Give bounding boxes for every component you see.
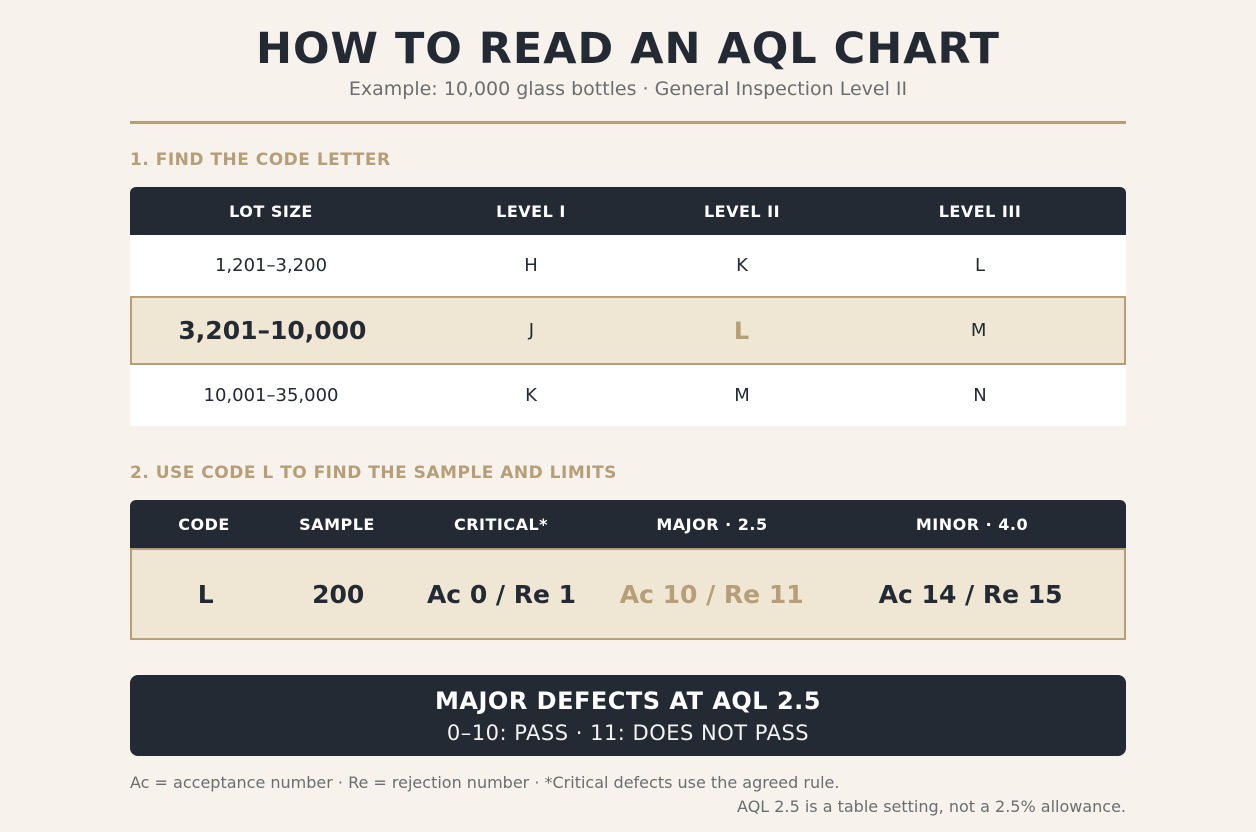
- code-letter-table-header: [130, 187, 1126, 235]
- level-3-cell: M: [970, 320, 987, 341]
- section-2-label: 2. USE CODE L TO FIND THE SAMPLE AND LIMITS: [130, 463, 617, 483]
- footnote-line-1: Ac = acceptance number · Re = rejection number · *Critical defects use the agreed rule.: [130, 773, 840, 792]
- header-lot-size: LOT SIZE: [229, 201, 313, 221]
- header-code: CODE: [178, 514, 230, 534]
- level-3-cell: L: [974, 255, 986, 276]
- sample-limits-table-header: [130, 500, 1126, 548]
- level-2-cell-selected: L: [733, 316, 750, 345]
- level-3-cell: N: [973, 385, 987, 406]
- level-1-cell: J: [528, 320, 535, 341]
- major-cell: Ac 10 / Re 11: [619, 579, 804, 609]
- code-cell: L: [197, 579, 214, 609]
- section-1-label: 1. FIND THE CODE LETTER: [130, 150, 391, 170]
- banner-text: 0–10: PASS · 11: DOES NOT PASS: [446, 721, 810, 745]
- header-major: MAJOR · 2.5: [656, 514, 768, 534]
- level-1-cell: K: [525, 385, 537, 406]
- table-row-highlighted: [130, 296, 1126, 365]
- header-level-3: LEVEL III: [938, 201, 1022, 221]
- table-row: [130, 365, 1126, 426]
- header-minor: MINOR · 4.0: [915, 514, 1029, 534]
- page-title: HOW TO READ AN AQL CHART: [256, 24, 1000, 74]
- table-row: [130, 235, 1126, 296]
- level-1-cell: H: [524, 255, 538, 276]
- level-2-cell: K: [736, 255, 748, 276]
- banner-title: MAJOR DEFECTS AT AQL 2.5: [435, 687, 821, 715]
- level-2-cell: M: [734, 385, 750, 406]
- result-banner: [130, 675, 1126, 756]
- header-critical: CRITICAL*: [453, 514, 549, 534]
- page-subtitle: Example: 10,000 glass bottles · General Inspection Level II: [348, 78, 908, 100]
- lot-size-cell: 3,201–10,000: [178, 316, 367, 345]
- lot-size-cell: 10,001–35,000: [203, 385, 339, 406]
- footnote-line-2: AQL 2.5 is a table setting, not a 2.5% allowance.: [737, 797, 1126, 816]
- sample-limits-table: [130, 500, 1126, 640]
- header-level-1: LEVEL I: [496, 201, 566, 221]
- header-sample: SAMPLE: [299, 514, 375, 534]
- table-row-highlighted: [130, 548, 1126, 640]
- sample-cell: 200: [312, 579, 365, 609]
- minor-cell: Ac 14 / Re 15: [878, 579, 1063, 609]
- critical-cell: Ac 0 / Re 1: [426, 579, 577, 609]
- code-letter-table: [130, 187, 1126, 426]
- header-level-2: LEVEL II: [703, 201, 781, 221]
- lot-size-cell: 1,201–3,200: [214, 255, 328, 276]
- divider: [130, 121, 1126, 124]
